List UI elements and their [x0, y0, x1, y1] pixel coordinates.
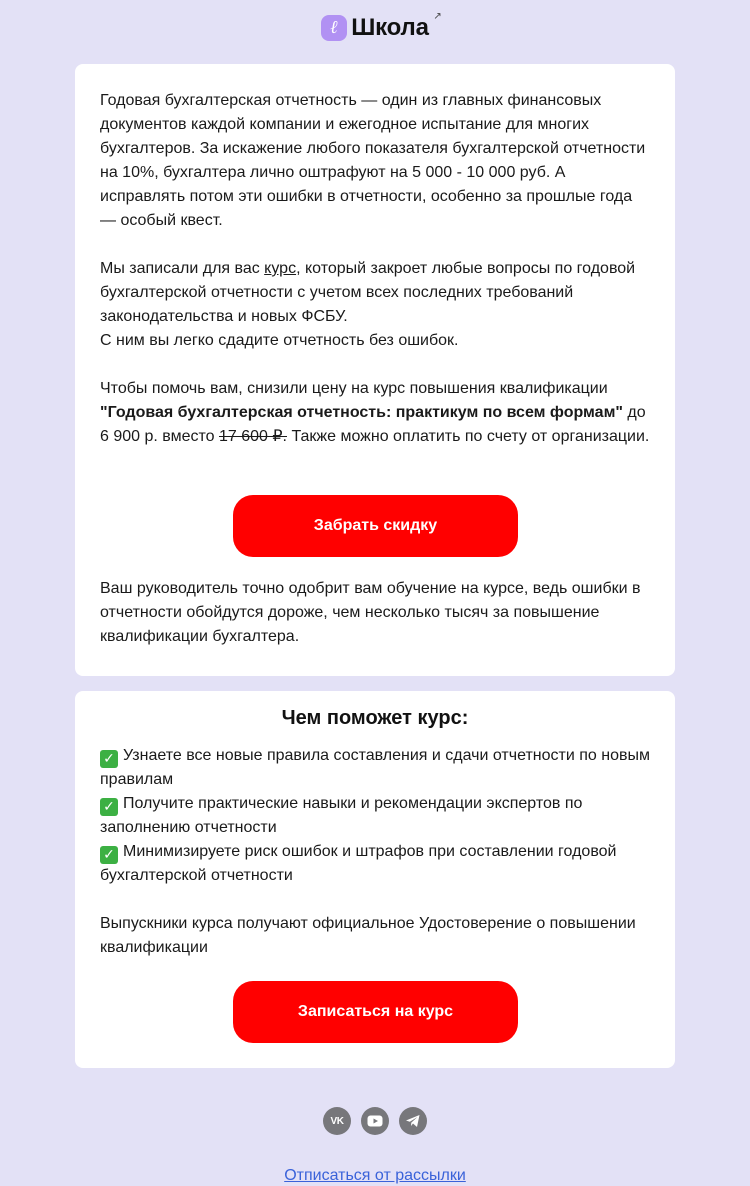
benefit-text: Минимизируете риск ошибок и штрафов при составлении годовой бухгалтерской отчетности — [100, 843, 617, 884]
checkmark-icon: ✓ — [100, 750, 118, 768]
intro-paragraph: Годовая бухгалтерская отчетность — один из главных финансовых документов каждой компании и ежегодное испытание для многих бухгалтеров. За искажение любого показателя бухгалтерской отчетности на 10%, бухгалтера лично оштрафуют на 5 000 - 10 000 руб. А исправлять потом эти ошибки в отчетности, особенно за прошлые года — особый квест. — [100, 92, 646, 229]
telegram-icon[interactable] — [399, 1107, 427, 1135]
course-name: "Годовая бухгалтерская отчетность: практикум по всем формам" — [100, 404, 623, 421]
benefit-item — [100, 840, 652, 888]
discount-paragraph — [100, 377, 652, 449]
benefit-item — [100, 792, 652, 840]
payment-note: Также можно оплатить по счету от организации. — [287, 428, 650, 445]
course-paragraph — [100, 257, 652, 353]
benefit-list — [100, 744, 652, 888]
intro-card — [75, 64, 675, 676]
discount-text-start: Чтобы помочь вам, снизили цену на курс повышения квалификации — [100, 380, 608, 397]
new-price-text: до 6 900 р. вместо — [100, 404, 646, 445]
checkmark-icon: ✓ — [100, 846, 118, 864]
old-price: 17 600 ₽. — [218, 428, 287, 445]
logo-badge-icon: ℓ — [321, 15, 347, 41]
logo-text: Школа — [351, 14, 429, 41]
arrow-icon: ↗ — [433, 11, 442, 22]
manager-paragraph: Ваш руководитель точно одобрит вам обучение на курсе, ведь ошибки в отчетности обойдутся дороже, чем несколько тысяч за повышение квалификации бухгалтера. — [100, 580, 641, 645]
graduates-text: Выпускники курса получают официальное Удостоверение о повышении квалификации — [100, 915, 636, 956]
social-links — [0, 1107, 750, 1137]
enroll-button[interactable]: Записаться на курс — [233, 981, 518, 1043]
benefits-title: Чем поможет курс: — [281, 707, 469, 729]
youtube-icon[interactable] — [361, 1107, 389, 1135]
checkmark-icon: ✓ — [100, 798, 118, 816]
benefits-card — [75, 691, 675, 1068]
vk-icon[interactable]: VK — [323, 1107, 351, 1135]
get-discount-button[interactable]: Забрать скидку — [233, 495, 518, 557]
course-text-end: , который закроет любые вопросы по годовой бухгалтерской отчетности с учетом всех последних требований законодательства и новых ФСБУ. — [100, 260, 636, 325]
benefit-text: Узнаете все новые правила составления и сдачи отчетности по новым правилам — [100, 747, 650, 788]
course-benefit-line: С ним вы легко сдадите отчетность без ошибок. — [100, 332, 459, 349]
email-header — [0, 13, 750, 43]
benefit-item — [100, 744, 652, 792]
course-text-start: Мы записали для вас — [100, 260, 265, 277]
unsubscribe-link[interactable]: Отписаться от рассылки — [284, 1167, 466, 1184]
logo[interactable] — [321, 11, 442, 43]
course-link[interactable]: курс — [264, 260, 297, 277]
benefit-text: Получите практические навыки и рекомендации экспертов по заполнению отчетности — [100, 795, 583, 836]
